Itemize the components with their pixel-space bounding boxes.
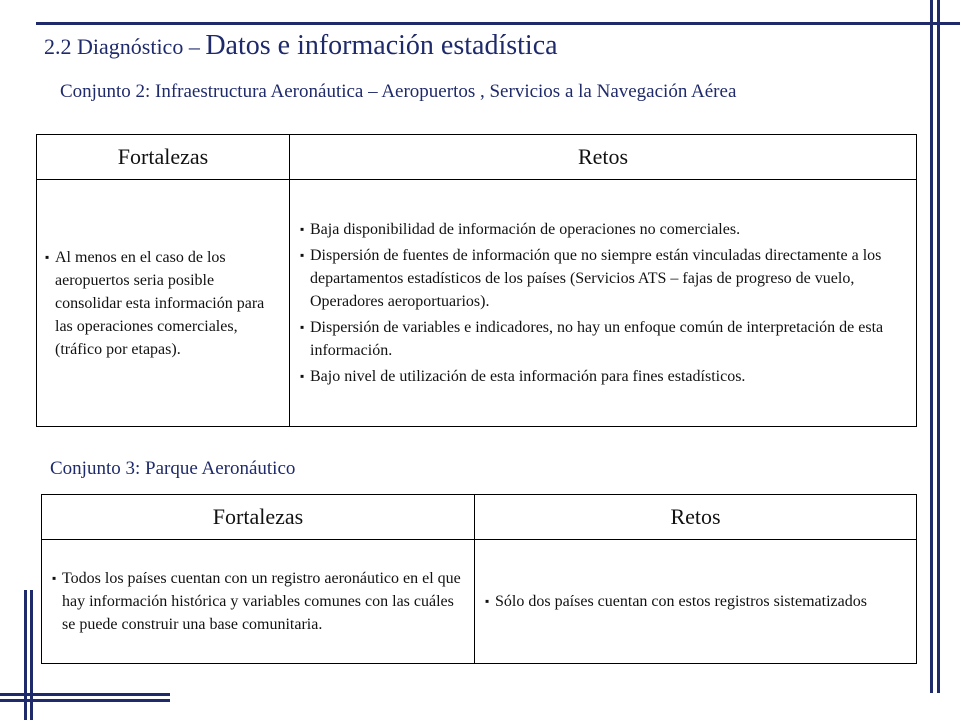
set2-challenge-item: ▪ Baja disponibilidad de información de operaciones no comerciales.: [300, 218, 906, 241]
frame-right-line-1: [930, 0, 933, 693]
set2-table: [36, 134, 917, 427]
page-title: [44, 30, 558, 62]
set3-strengths-header: Fortalezas: [42, 495, 475, 540]
set2-body-row: [37, 180, 917, 427]
set2-challenge-item: ▪ Dispersión de fuentes de información que no siempre están vinculadas directamente a los departamentos estadísticos de los países (Servicios ATS – fajas de progreso de vuelo, Operadores aeroportuarios).: [300, 244, 906, 313]
set2-strengths-header: Fortalezas: [37, 135, 290, 180]
set2-challenge-item: ▪ Dispersión de variables e indicadores, no hay un enfoque común de interpretación de esta información.: [300, 316, 906, 362]
set3-strength-item: ▪ Todos los países cuentan con un registro aeronáutico en el que hay información histórica y variables comunes con las cuáles se puede construir una base comunitaria.: [52, 567, 464, 636]
title-main: Datos e información estadística: [205, 30, 558, 61]
set2-challenge-item: ▪ Bajo nivel de utilización de esta información para fines estadísticos.: [300, 365, 906, 388]
frame-bottom-line-2: [0, 699, 170, 702]
frame-top-line: [36, 22, 960, 25]
set3-header-row: [42, 495, 917, 540]
frame-bottom-line-1: [0, 693, 170, 696]
set2-header-row: [37, 135, 917, 180]
set3-body-row: [42, 540, 917, 664]
title-prefix: 2.2 Diagnóstico –: [44, 34, 206, 59]
set3-challenges-header: Retos: [475, 495, 917, 540]
set3-strengths-cell: [42, 540, 475, 664]
set2-heading: Conjunto 2: Infraestructura Aeronáutica – Aeropuertos , Servicios a la Navegación Aérea: [60, 81, 737, 102]
set2-strength-item: ▪ Al menos en el caso de los aeropuertos seria posible consolidar esta información para las operaciones comerciales, (tráfico por etapas).: [45, 246, 281, 361]
set2-strengths-cell: [37, 180, 290, 427]
set2-challenges-cell: [290, 180, 917, 427]
frame-right-line-2: [937, 0, 940, 693]
set3-challenge-item: ▪ Sólo dos países cuentan con estos registros sistematizados: [485, 590, 906, 613]
set2-challenges-header: Retos: [290, 135, 917, 180]
set3-table: [41, 494, 917, 664]
set3-heading: Conjunto 3: Parque Aeronáutico: [50, 458, 296, 479]
set3-challenges-cell: [475, 540, 917, 664]
